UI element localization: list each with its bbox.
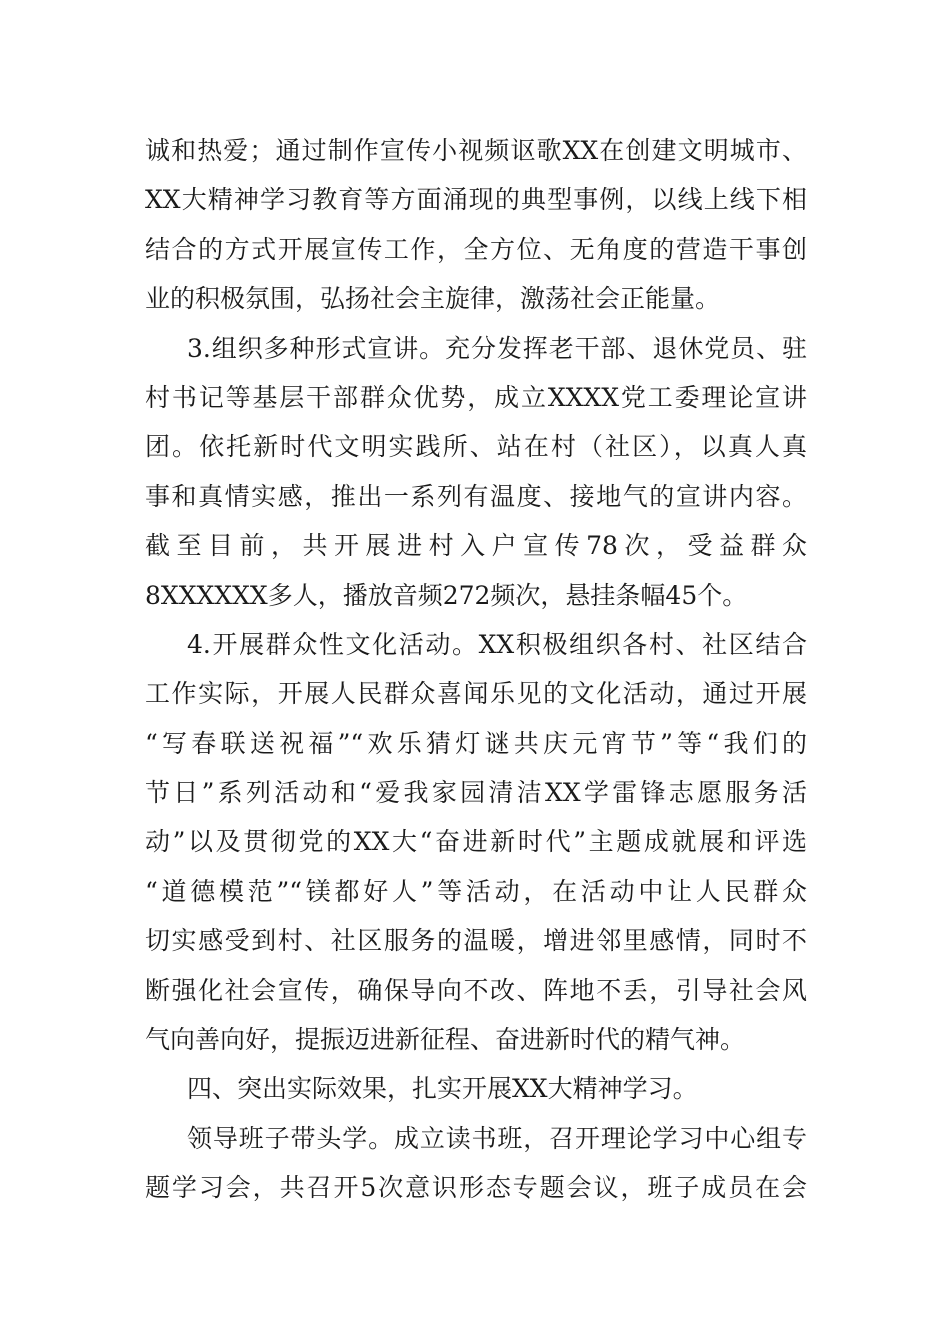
paragraph-start-line: 3.组织多种形式宣讲。充分发挥老干部、退休党员、驻: [187, 333, 807, 363]
text-line: 结合的方式开展宣传工作，全方位、无角度的营造干事创: [145, 234, 807, 264]
text-line: XX大精神学习教育等方面涌现的典型事例，以线上线下相: [145, 185, 807, 215]
text-line: 气向善向好，提振迈进新征程、奋进新时代的精气神。: [145, 1025, 746, 1055]
text-line: 截至目前，共开展进村入户宣传78次，受益群众: [145, 531, 807, 561]
text-line: 团。依托新时代文明实践所、站在村（社区），以真人真: [145, 432, 807, 462]
text-line: “写春联送祝福”“欢乐猜灯谜共庆元宵节”等“我们的: [145, 728, 807, 758]
text-line: 村书记等基层干部群众优势，成立XXXX党工委理论宣讲: [145, 382, 807, 412]
text-line: 断强化社会宣传，确保导向不改、阵地不丢，引导社会风: [145, 975, 807, 1005]
text-line: 8XXXXXX多人，播放音频272频次，悬挂条幅45个。: [145, 580, 748, 610]
text-line: 诚和热爱；通过制作宣传小视频讴歌XX在创建文明城市、: [145, 136, 807, 165]
text-line: 业的积极氛围，弘扬社会主旋律，激荡社会正能量。: [145, 284, 721, 314]
text-line: 题学习会，共召开5次意识形态专题会议，班子成员在会: [145, 1173, 807, 1203]
text-line: 事和真情实感，推出一系列有温度、接地气的宣讲内容。: [145, 481, 807, 511]
paragraph-start-line: 领导班子带头学。成立读书班，召开理论学习中心组专: [187, 1123, 807, 1153]
text-line: 节日”系列活动和“爱我家园清洁XX学雷锋志愿服务活: [145, 778, 807, 808]
text-line: 动”以及贯彻党的XX大“奋进新时代”主题成就展和评选: [145, 827, 807, 857]
text-line: 切实感受到村、社区服务的温暖，增进邻里感情，同时不: [145, 926, 807, 956]
section-heading: 四、突出实际效果，扎实开展XX大精神学习。: [187, 1074, 698, 1104]
text-line: “道德模范”“镁都好人”等活动，在活动中让人民群众: [145, 876, 807, 906]
text-line: 工作实际，开展人民群众喜闻乐见的文化活动，通过开展: [145, 679, 807, 709]
document-body: [145, 126, 807, 1213]
paragraph-start-line: 4.开展群众性文化活动。XX积极组织各村、社区结合: [187, 629, 807, 659]
